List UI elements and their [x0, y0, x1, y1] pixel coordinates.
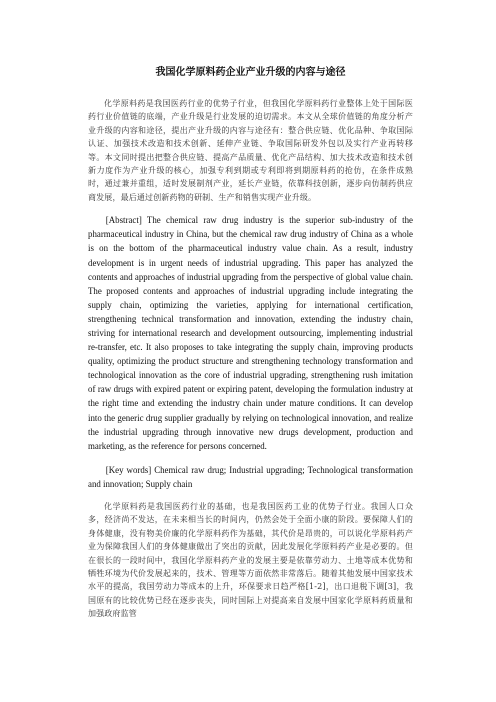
abstract-english: [Abstract] The chemical raw drug industry is the superior sub-industry of the pharmaceutical industry in China, but the chemical raw drug industry of China as a whole is on the bottom of the pharmaceutical industry value chain. As a result, industry development is in urgent needs of industrial upgrading. This paper has analyzed the contents and approaches of industrial upgrading from the perspective of global value chain. The proposed contents and approaches of industrial upgrading include integrating the supply chain, optimizing the varieties, applying for international certification, strengthening technical transformation and innovation, extending the industry chain, striving for international research and development outsourcing, implementing industrial re-transfer, etc. It also proposes to take integrating the supply chain, improving products quality, optimizing the product structure and strengthening technology transformation and technological innovation as the core of industrial upgrading, strengthening rush imitation of raw drugs with expired patent or expiring patent, developing the formulation industry at the right time and extending the industry chain under mature conditions. It can develop into the generic drug supplier gradually by relying on technological innovation, and realize the industrial upgrading through innovative new drugs development, production and marketing, as the reference for persons concerned. [88, 215, 413, 451]
spacer [88, 491, 413, 500]
abstract-chinese: 化学原料药是我国医药行业的优势子行业，但我国化学原料药行业整体上处于国际医药行业价值链的底端，产业升级是行业发展的迫切需求。本文从全球价值链的角度分析产业升级的内容和途径，提出产业升级的内容与途径有：整合供应链、优化品种、争取国际认证、加强技术改造和技术创新、延伸产业链、争取国际研发外包以及实行产业再转移等。本文同时提出把整合供应链、提高产品质量、优化产品结构、加大技术改造和技术创新力度作为产业升级的核心，加强专利到期或专利即将到期原料药的抢仿，在条件成熟时，通过兼并重组，适时发展制剂产业，延长产业链，依靠科技创新，逐步向仿制药供应商发展，最后通过创新药物的研制、生产和销售实现产业升级。 [88, 99, 413, 202]
body-paragraph: 化学原料药是我国医药行业的基础，也是我国医药工业的优势子行业。我国人口众多，经济尚不发达，在未来相当长的时间内，仍然会处于全面小康的阶段。要保障人们的身体健康，没有物美价廉的化学原料药作为基础，其代价是昂贵的，可以说化学原料药产业为保障我国人们的身体健康做出了突出的贡献，因此发展化学原料药产业是必要的。但在很长的一段时间中，我国化学原料药产业的发展主要是依靠劳动力、土地等成本优势和牺牲环境为代价发展起来的，技术、管理等方面依然非常落后。随着其他发展中国家技术水平的提高，我国劳动力等成本的上升，环保要求日趋严格[1-2]，出口退税下调[3]，我国原有的比较优势已经在逐步丧失，同时国际上对提高来自发展中国家化学原料药质量和加强政府监管 [88, 502, 413, 619]
spacer [88, 453, 413, 463]
keywords: [Key words] Chemical raw drug; Industrial upgrading; Technological transformation and innovation; Supply chain [88, 464, 413, 489]
document-content [88, 66, 413, 621]
spacer [88, 204, 413, 213]
document-title: 我国化学原料药企业产业升级的内容与途径 [155, 67, 346, 78]
